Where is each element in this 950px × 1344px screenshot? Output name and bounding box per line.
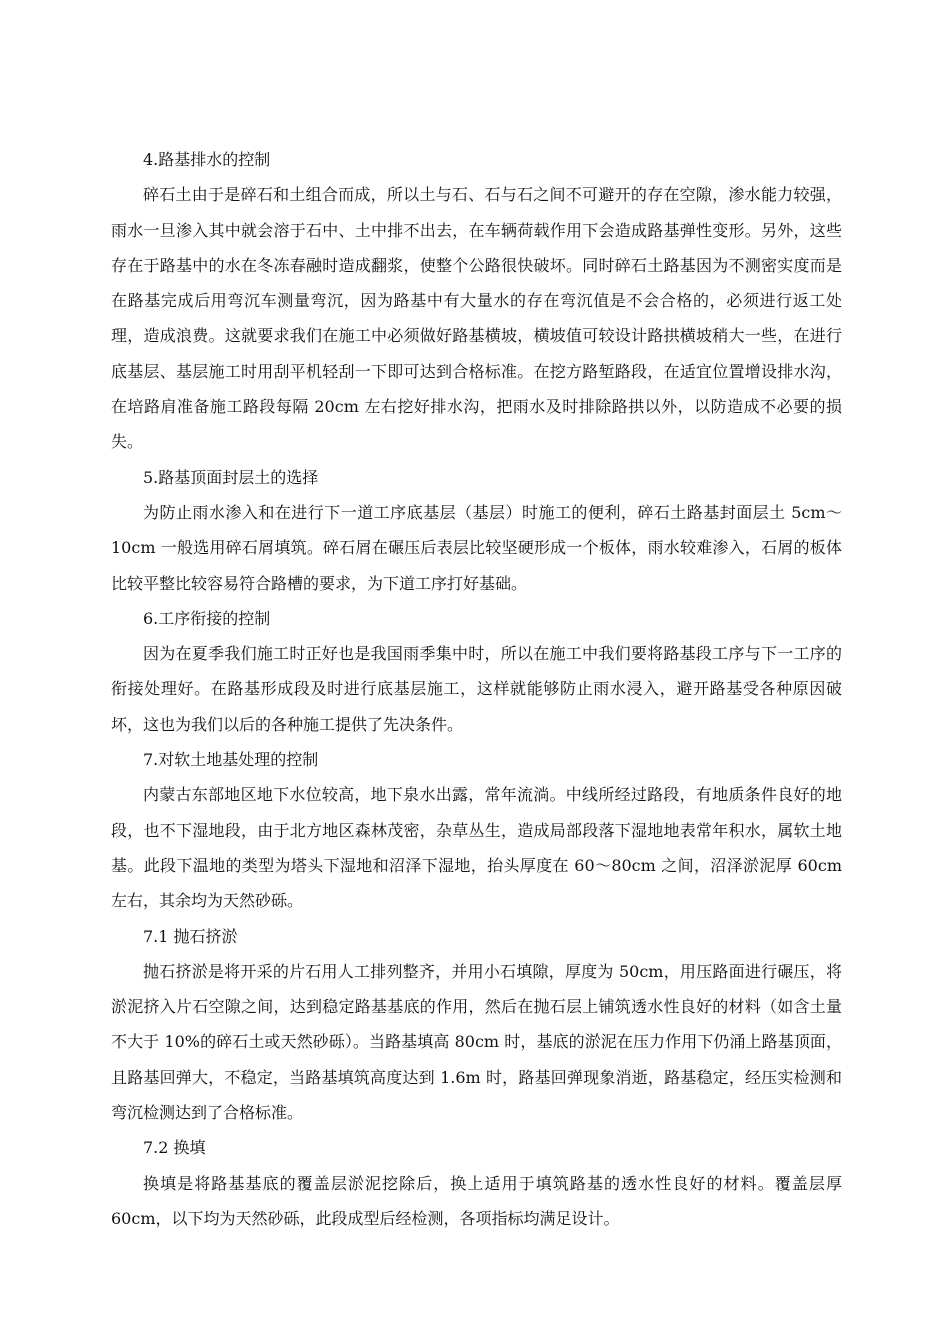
- paragraph-soft-soil: 内蒙古东部地区地下水位较高，地下泉水出露，常年流淌。中线所经过路段，有地质条件良好的地段，也不下湿地段，由于北方地区森林茂密，杂草丛生，造成局部段落下湿地地表常年积水，属软土地基。此段下温地的类型为塔头下湿地和沼泽下湿地，抬头厚度在 60～80cm 之间，沼泽淤泥厚 60cm 左右，其余均为天然砂砾。: [111, 785, 842, 911]
- subsection-heading-replacement: 7.2 换填: [143, 1138, 206, 1158]
- section-heading-drainage: 4.路基排水的控制: [143, 150, 271, 169]
- paragraph-process-connection: 因为在夏季我们施工时正好也是我国雨季集中时，所以在施工中我们要将路基段工序与下一工序的衔接处理好。在路基形成段及时进行底基层施工，这样就能够防止雨水浸入，避开路基受各种原因破坏，这也为我们以后的各种施工提供了先决条件。: [111, 644, 842, 734]
- paragraph-replacement: 换填是将路基基底的覆盖层淤泥挖除后，换上适用于填筑路基的透水性良好的材料。覆盖层厚 60cm，以下均为天然砂砾，此段成型后经检测，各项指标均满足设计。: [111, 1173, 842, 1228]
- section-heading-soft-soil: 7.对软土地基处理的控制: [143, 750, 319, 770]
- section-heading-seal-layer: 5.路基顶面封层土的选择: [143, 467, 319, 487]
- subsection-heading-riprap: 7.1 抛石挤淤: [143, 926, 238, 946]
- paragraph-riprap: 抛石挤淤是将开采的片石用人工排列整齐，并用小石填隙，厚度为 50cm，用压路面进行碾压，将淤泥挤入片石空隙之间，达到稳定路基基底的作用，然后在抛石层上铺筑透水性良好的材料（如含土量不大于 10%的碎石土或天然砂砾）。当路基填高 80cm 时，基底的淤泥在压力作用下仍涌上路基顶面，且路基回弹大，不稳定，当路基填筑高度达到 1.6m 时，路基回弹现象消逝，路基稳定，经压实检测和弯沉检测达到了合格标准。: [111, 961, 842, 1123]
- document-body: [111, 142, 842, 1236]
- section-heading-process-connection: 6.工序衔接的控制: [143, 608, 271, 628]
- paragraph-drainage: 碎石土由于是碎石和土组合而成，所以土与石、石与石之间不可避开的存在空隙，渗水能力较强，雨水一旦渗入其中就会溶于石中、土中排不出去，在车辆荷载作用下会造成路基弹性变形。另外，这些存在于路基中的水在冬冻春融时造成翻浆，使整个公路很快破坏。同时碎石土路基因为不测密实度而是在路基完成后用弯沉车测量弯沉，因为路基中有大量水的存在弯沉值是不会合格的，必须进行返工处理，造成浪费。这就要求我们在施工中必须做好路基横坡，横坡值可较设计路拱横坡稍大一些，在进行底基层、基层施工时用刮平机轻刮一下即可达到合格标准。在挖方路堑路段，在适宜位置增设排水沟，在培路肩准备施工路段每隔 20cm 左右挖好排水沟，把雨水及时排除路拱以外，以防造成不必要的损失。: [111, 185, 842, 452]
- paragraph-seal-layer: 为防止雨水渗入和在进行下一道工序底基层（基层）时施工的便利，碎石土路基封面层土 5cm～10cm 一般选用碎石屑填筑。碎石屑在碾压后表层比较坚硬形成一个板体，雨水较难渗入，石屑的板体比较平整比较容易符合路槽的要求，为下道工序打好基础。: [111, 502, 842, 593]
